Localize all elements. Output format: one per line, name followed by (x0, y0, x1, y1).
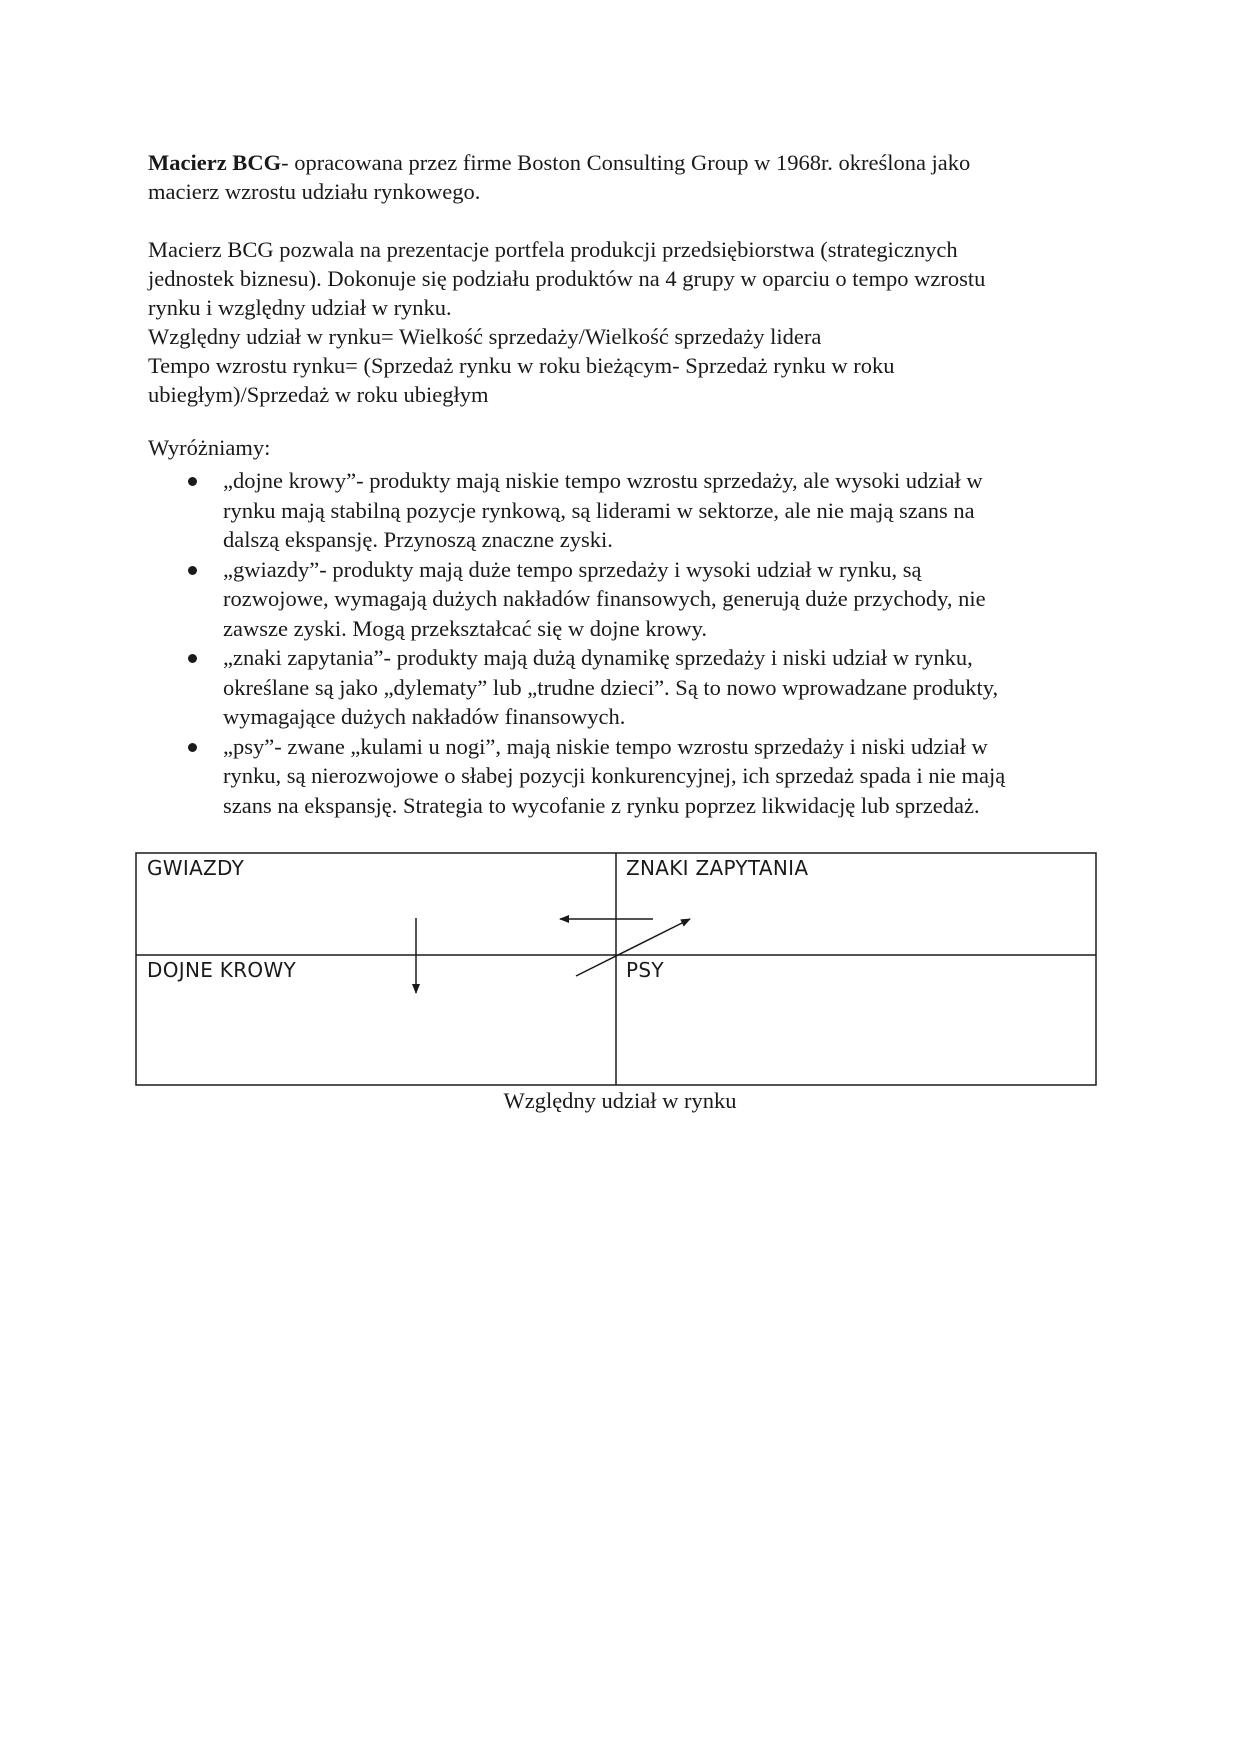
bullet-icon (188, 477, 197, 486)
list-item-line: rozwojowe, wymagają dużych nakładów finansowych, generują duże przychody, nie (223, 586, 986, 611)
list-item-line: „znaki zapytania”- produkty mają dużą dynamikę sprzedaży i niski udział w rynku, (223, 645, 973, 670)
list-item-line: dalszą ekspansję. Przynoszą znaczne zyski. (223, 527, 613, 552)
bullet-icon (188, 566, 197, 575)
matrix-cell-stars: GWIAZDY (147, 856, 245, 880)
matrix-cell-cash-cows: DOJNE KROWY (147, 958, 297, 982)
list-item-line: szans na ekspansję. Strategia to wycofanie z rynku poprzez likwidację lub sprzedaż. (223, 792, 980, 818)
matrix-x-axis-label: Względny udział w rynku (503, 1088, 737, 1113)
intro-paragraph (148, 148, 1098, 206)
list-item-line: rynku mają stabilną pozycje rynkową, są liderami w sektorze, ale nie mają szans na (223, 497, 975, 523)
description-line: Tempo wzrostu rynku= (Sprzedaż rynku w roku bieżącym- Sprzedaż rynku w roku (148, 353, 895, 378)
bcg-matrix (135, 852, 1097, 1086)
description-line: Macierz BCG pozwala na prezentacje portfela produkcji przedsiębiorstwa (strategicznych (148, 237, 958, 262)
intro-line-1 (148, 148, 1098, 177)
intro-line-1-rest: - opracowana przez firme Boston Consulting Group w 1968r. określona jako (281, 150, 971, 175)
list-item (148, 555, 1108, 644)
intro-line-2: macierz wzrostu udziału rynkowego. (148, 179, 481, 204)
list-item-line: zawsze zyski. Mogą przekształcać się w dojne krowy. (223, 615, 707, 641)
bullet-icon (188, 743, 197, 752)
bullet-icon (188, 654, 197, 663)
list-item (148, 732, 1108, 821)
matrix-cell-question-marks: ZNAKI ZAPYTANIA (626, 856, 809, 880)
list-heading: Wyróżniamy: (148, 435, 271, 460)
list-item-line: „dojne krowy”- produkty mają niskie tempo wzrostu sprzedaży, ale wysoki udział w (223, 468, 983, 493)
matrix-cell-dogs: PSY (626, 958, 664, 982)
description-line: jednostek biznesu). Dokonuje się podziału produktów na 4 grupy w oparciu o tempo wzrostu (148, 266, 986, 291)
intro-bold-term: Macierz BCG (148, 150, 282, 175)
description-line: rynku i względny udział w rynku. (148, 295, 452, 320)
category-list (148, 466, 1108, 820)
list-item-line: wymagające dużych nakładów finansowych. (223, 704, 626, 729)
description-paragraph (148, 235, 1098, 409)
list-item-line: „gwiazdy”- produkty mają duże tempo sprzedaży i wysoki udział w rynku, są (223, 556, 922, 582)
list-item (148, 643, 1108, 732)
list-item-line: „psy”- zwane „kulami u nogi”, mają niskie tempo wzrostu sprzedaży i niski udział w (223, 733, 988, 759)
list-item-line: rynku, są nierozwojowe o słabej pozycji konkurencyjnej, ich sprzedaż spada i nie mają (223, 763, 1006, 788)
list-item-line: określane są jako „dylematy” lub „trudne dzieci”. Są to nowo wprowadzane produkty, (223, 674, 999, 700)
list-item (148, 466, 1108, 555)
description-line: Względny udział w rynku= Wielkość sprzedaży/Wielkość sprzedaży lidera (148, 324, 822, 349)
description-line: ubiegłym)/Sprzedaż w roku ubiegłym (148, 382, 489, 407)
